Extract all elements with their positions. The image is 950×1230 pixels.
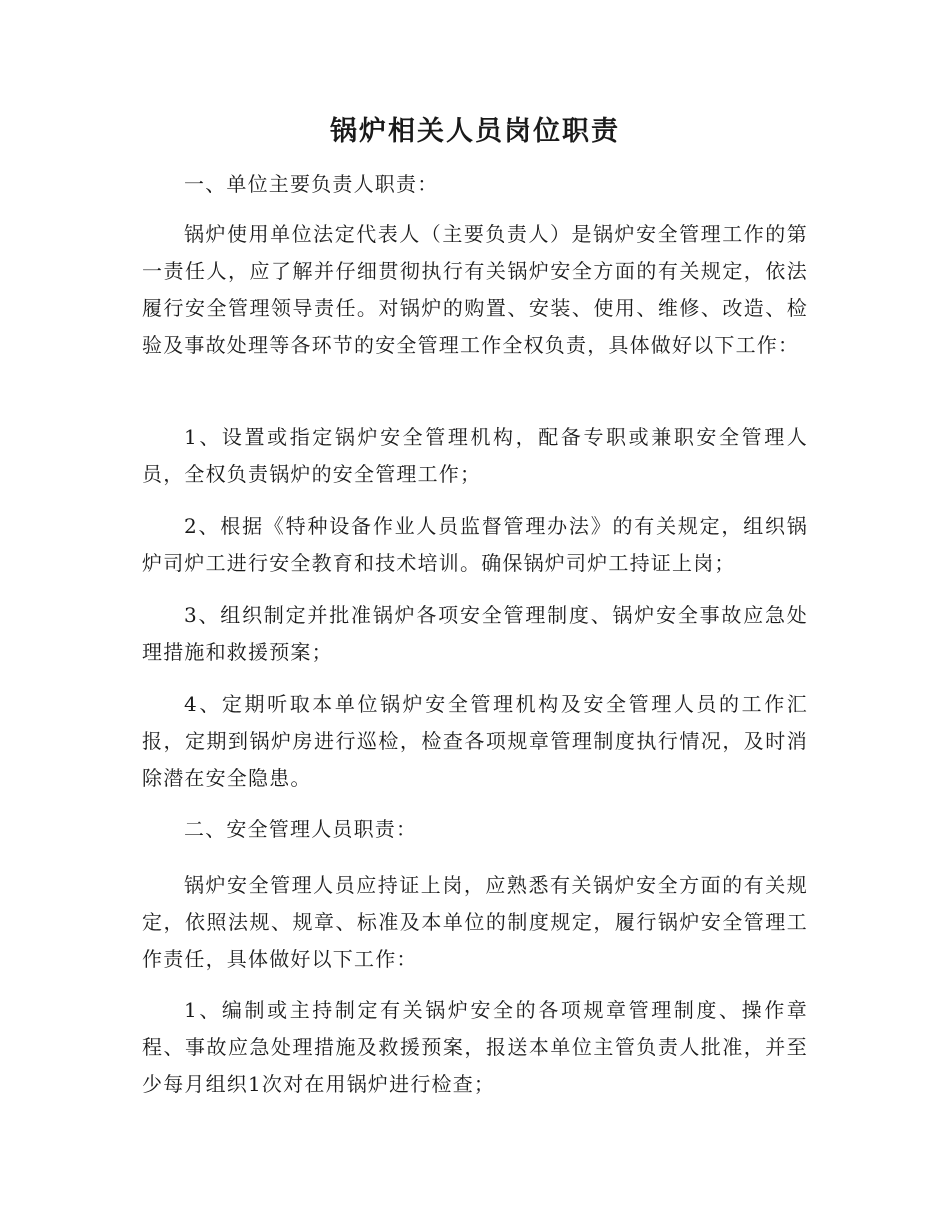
section-2-intro: 锅炉安全管理人员应持证上岗，应熟悉有关锅炉安全方面的有关规定，依照法规、规章、标准及本单位的制度规定，履行锅炉安全管理工作责任，具体做好以下工作： [142, 873, 808, 971]
section-1-intro: 锅炉使用单位法定代表人（主要负责人）是锅炉安全管理工作的第一责任人，应了解并仔细贯彻执行有关锅炉安全方面的有关规定，依法履行安全管理领导责任。对锅炉的购置、安装、使用、维修、改造、检验及事故处理等各环节的安全管理工作全权负责，具体做好以下工作： [142, 222, 808, 357]
section-1-heading: 一、单位主要负责人职责： [184, 172, 439, 196]
section-2-heading: 二、安全管理人员职责： [184, 817, 418, 841]
section-1-item-2: 2、根据《特种设备作业人员监督管理办法》的有关规定，组织锅炉司炉工进行安全教育和技术培训。确保锅炉司炉工持证上岗； [142, 514, 808, 575]
section-1-item-4: 4、定期听取本单位锅炉安全管理机构及安全管理人员的工作汇报，定期到锅炉房进行巡检，检查各项规章管理制度执行情况，及时消除潜在安全隐患。 [142, 692, 808, 790]
document-title: 锅炉相关人员岗位职责 [330, 116, 620, 147]
section-1-item-1: 1、设置或指定锅炉安全管理机构，配备专职或兼职安全管理人员，全权负责锅炉的安全管理工作； [142, 425, 808, 486]
section-1-item-3: 3、组织制定并批准锅炉各项安全管理制度、锅炉安全事故应急处理措施和救援预案； [142, 603, 808, 664]
section-2-item-1: 1、编制或主持制定有关锅炉安全的各项规章管理制度、操作章程、事故应急处理措施及救援预案，报送本单位主管负责人批准，并至少每月组织1次对在用锅炉进行检查； [142, 998, 808, 1096]
